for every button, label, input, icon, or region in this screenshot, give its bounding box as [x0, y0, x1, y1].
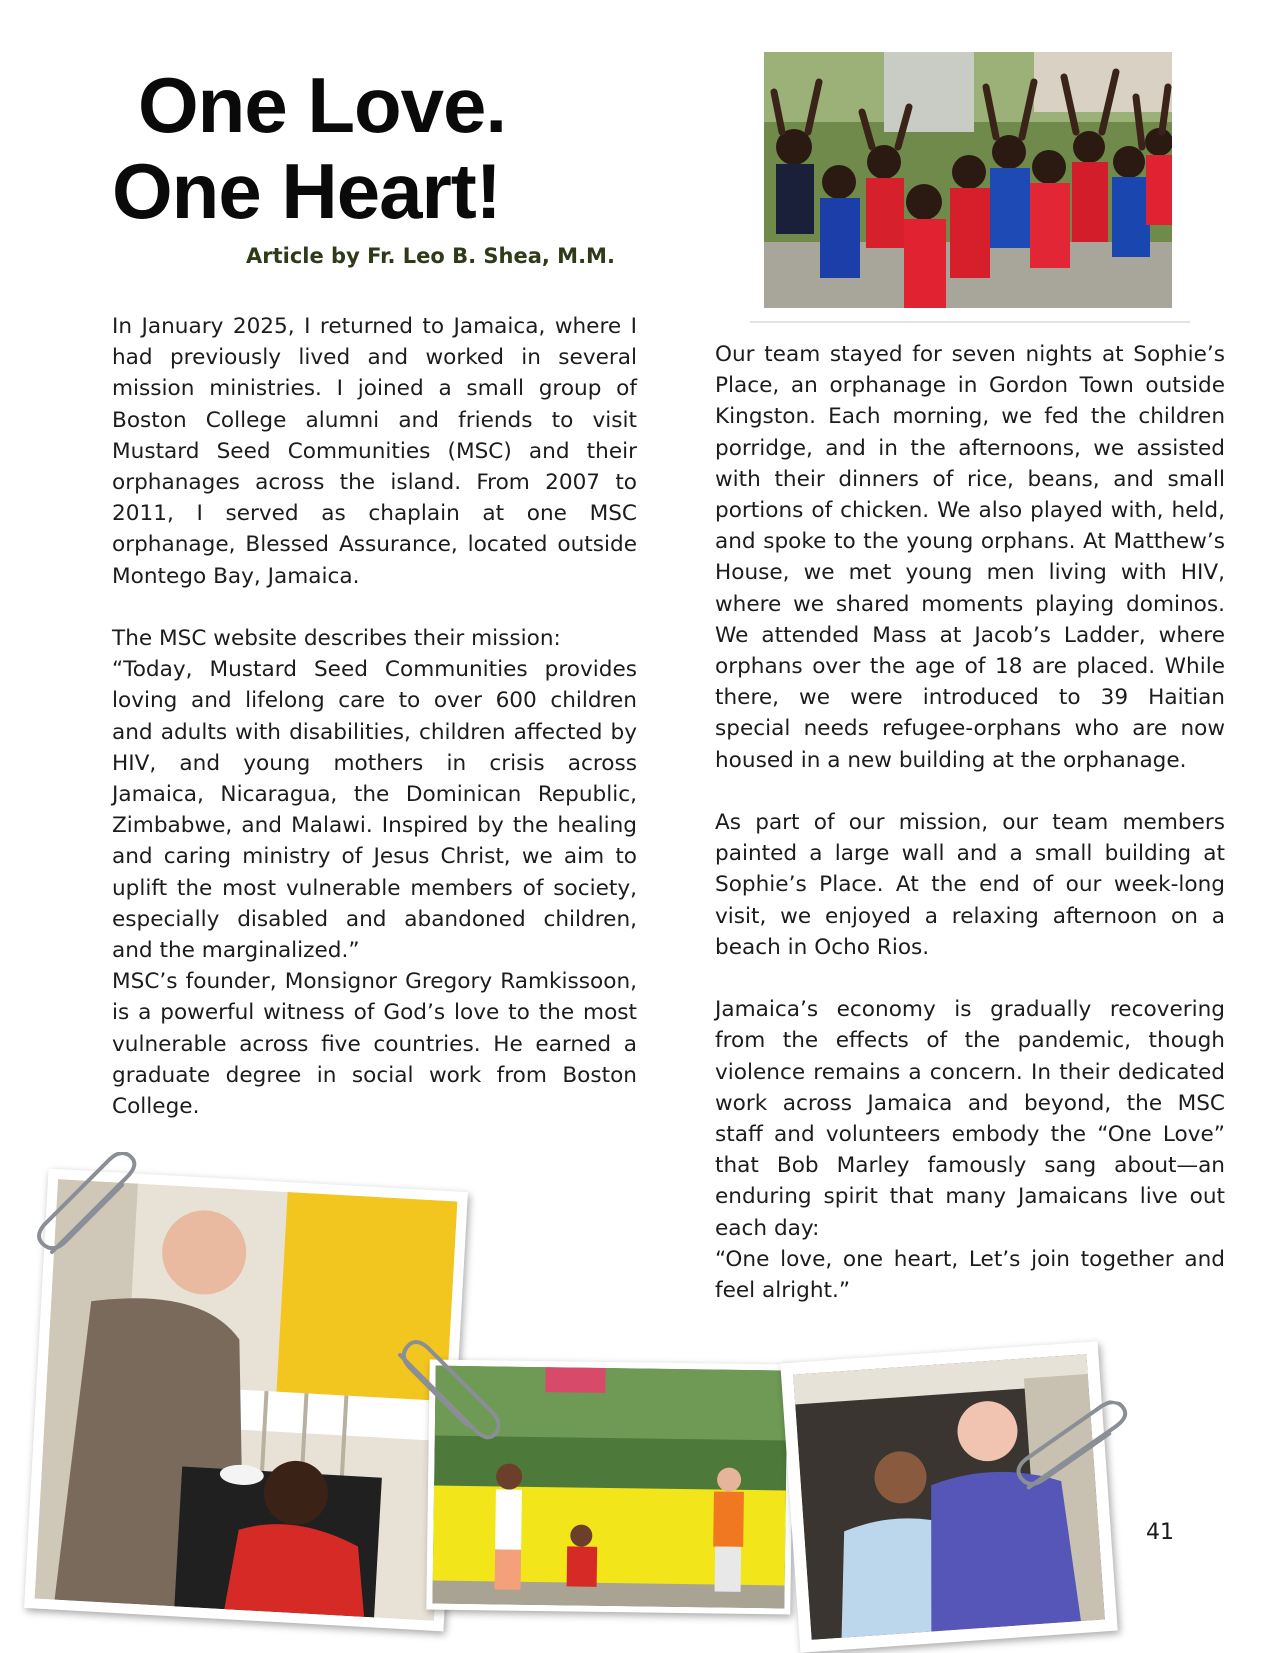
- children-group-illustration: [764, 52, 1172, 308]
- photo-divider: [750, 321, 1190, 323]
- paper-clip-icon: [380, 1335, 500, 1455]
- left-paragraph-2-intro: The MSC website describes their mission:: [112, 626, 561, 652]
- article-byline: Article by Fr. Leo B. Shea, M.M.: [246, 244, 615, 268]
- children-group-photo: [764, 52, 1172, 308]
- title-line-1: One Love.: [138, 61, 507, 149]
- closing-quote: “One love, one heart, Let’s join together and feel alright.”: [715, 1246, 1225, 1304]
- paper-clip-icon: [1005, 1385, 1144, 1524]
- founder-paragraph: MSC’s founder, Monsignor Gregory Ramkissoon, is a powerful witness of God’s love to the most vulnerable across five countries. He earned a graduate degree in social work from Boston College.: [112, 969, 637, 1120]
- mission-quote: “Today, Mustard Seed Communities provides loving and lifelong care to over 600 children and adults with disabilities, children affected by HIV, and young mothers in crisis across Jamaica, Nicaragua, the Dominican Republic, Zimbabwe, and Malawi. Inspired by the healing and caring ministry of Jesus Christ, we aim to uplift the most vulnerable members of society, especially disabled and abandoned children, and the marginalized.”: [112, 657, 637, 964]
- right-paragraph-2: As part of our mission, our team members painted a large wall and a small building at Sophie’s Place. At the end of our week-long visit, we enjoyed a relaxing afternoon on a beach in Ocho Rios.: [715, 810, 1225, 960]
- right-paragraph-1: Our team stayed for seven nights at Sophie’s Place, an orphanage in Gordon Town outside Kingston. Each morning, we fed the children porridge, and in the afternoons, we assisted with their dinners of rice, beans, and small portions of chicken. We also played with, held, and spoke to the young orphans. At Matthew’s House, we met young men living with HIV, where we shared moments playing dominos. We attended Mass at Jacob’s Ladder, where orphans over the age of 18 are placed. While there, we were introduced to 39 Haitian special needs refugee-orphans who are now housed in a new building at the orphanage.: [715, 342, 1225, 773]
- title-line-2: One Heart!: [112, 147, 501, 235]
- right-paragraph-3: Jamaica’s economy is gradually recovering from the effects of the pandemic, though violence remains a concern. In their dedicated work across Jamaica and beyond, the MSC staff and volunteers embody the “One Love” that Bob Marley famously sang about—an enduring spirit that many Jamaicans live out each day:: [715, 997, 1225, 1241]
- left-paragraph-1: In January 2025, I returned to Jamaica, where I had previously lived and worked in several mission ministries. I joined a small group of Boston College alumni and friends to visit Mustard Seed Communities (MSC) and their orphanages across the island. From 2007 to 2011, I served as chaplain at one MSC orphanage, Blessed Assurance, located outside Montego Bay, Jamaica.: [112, 314, 637, 589]
- page-number: 41: [1146, 1520, 1174, 1545]
- article-title: [112, 62, 632, 234]
- paper-clip-icon: [32, 1152, 152, 1272]
- article-left-column: [112, 311, 637, 1122]
- article-right-column: [715, 339, 1225, 1306]
